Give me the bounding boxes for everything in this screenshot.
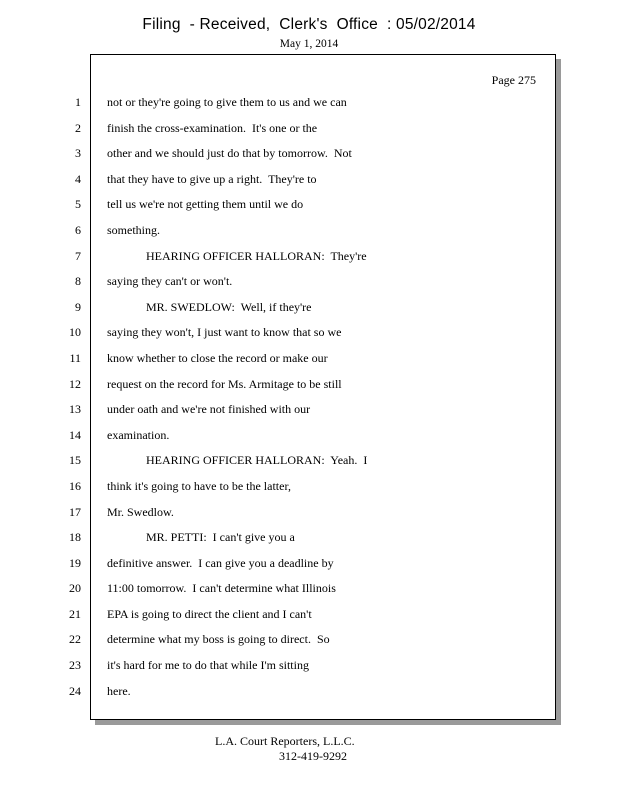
line-text: examination. [107,427,170,442]
line-number: 5 [75,197,81,212]
line-text: something. [107,222,160,237]
transcript-line [0,220,618,246]
line-text: other and we should just do that by tomorrow. Not [107,146,352,161]
transcript-line [0,194,618,220]
line-text: think it's going to have to be the latter, [107,478,291,493]
line-number: 22 [69,632,81,647]
line-number: 14 [69,427,81,442]
transcript-line [0,502,618,528]
page-number: Page 275 [491,73,536,87]
transcript-line [0,399,618,425]
line-text: finish the cross-examination. It's one or the [107,120,318,135]
transcript-line [0,553,618,579]
line-text: under oath and we're not finished with our [107,402,311,417]
line-number: 20 [69,581,81,596]
transcript-date: May 1, 2014 [279,38,339,50]
line-text: tell us we're not getting them until we do [107,197,304,212]
line-text: saying they won't, I just want to know that so we [107,325,342,340]
line-number: 21 [69,606,81,621]
line-number: 19 [69,555,81,570]
transcript-line [0,604,618,630]
line-number: 24 [69,683,81,698]
line-text: it's hard for me to do that while I'm sitting [107,658,309,673]
line-text: definitive answer. I can give you a deadline by [107,555,334,570]
line-number: 18 [69,530,81,545]
line-text: saying they can't or won't. [107,274,233,289]
footer-company: L.A. Court Reporters, L.L.C. [215,734,355,748]
transcript-line [0,655,618,681]
transcript-line [0,527,618,553]
line-text: request on the record for Ms. Armitage to be still [107,376,342,391]
line-text: EPA is going to direct the client and I can't [107,606,312,621]
transcript-line [0,169,618,195]
line-number: 1 [75,95,81,109]
transcript-line [0,425,618,451]
transcript-line [0,629,618,655]
transcript-line [0,143,618,169]
line-number: 17 [69,504,81,519]
line-text: determine what my boss is going to direct. So [107,632,330,647]
transcript-line [0,297,618,323]
line-text: MR. SWEDLOW: Well, if they're [146,299,312,314]
transcript-line [0,374,618,400]
transcript-line [0,476,618,502]
transcript-line [0,348,618,374]
line-text: MR. PETTI: I can't give you a [146,530,295,545]
line-number: 11 [69,350,81,365]
line-number: 10 [69,325,81,340]
transcript-line [0,578,618,604]
footer-phone: 312-419-9292 [279,749,347,763]
line-number: 23 [69,658,81,673]
line-number: 2 [75,120,81,135]
transcript-line [0,271,618,297]
line-number: 6 [75,222,81,237]
line-text: not or they're going to give them to us and we can [107,95,347,109]
line-text: HEARING OFFICER HALLORAN: They're [146,248,367,263]
line-number: 15 [69,453,81,468]
transcript-line [0,118,618,144]
filing-stamp: Filing - Received, Clerk's Office : 05/02/2014 [142,16,476,33]
line-number: 16 [69,478,81,493]
line-text: 11:00 tomorrow. I can't determine what Illinois [107,581,336,596]
transcript-line [0,92,618,118]
transcript-line [0,450,618,476]
transcript-line [0,322,618,348]
line-text: that they have to give up a right. They're to [107,171,317,186]
line-number: 12 [69,376,81,391]
line-text: here. [107,683,131,698]
line-number: 3 [75,146,81,161]
line-number: 4 [75,171,81,186]
line-text: know whether to close the record or make our [107,350,328,365]
line-text: HEARING OFFICER HALLORAN: Yeah. I [146,453,368,468]
transcript-line [0,246,618,272]
line-number: 13 [69,402,81,417]
line-text: Mr. Swedlow. [107,504,174,519]
line-number: 9 [75,299,81,314]
line-number: 7 [75,248,81,263]
transcript-line [0,681,618,707]
transcript-lines [0,92,618,706]
line-number: 8 [75,274,81,289]
